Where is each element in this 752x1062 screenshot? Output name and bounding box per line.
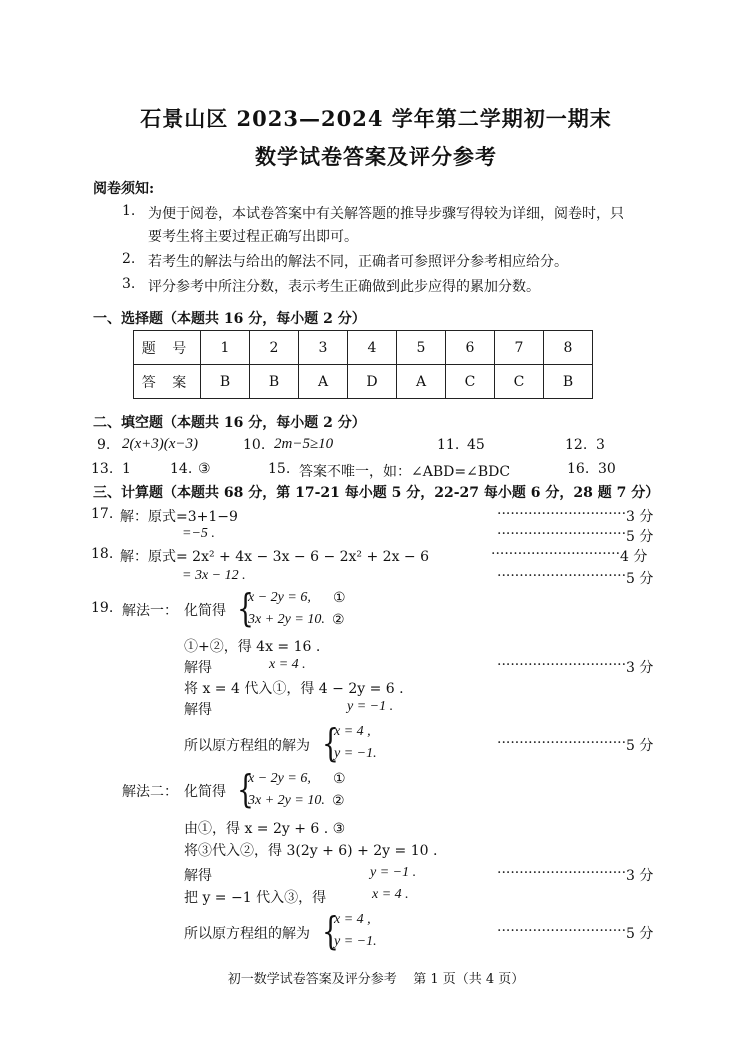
note-2-num: 2. bbox=[122, 251, 136, 267]
note-1-line2: 要考生将主要过程正确写出即可。 bbox=[148, 229, 358, 245]
table-cell: 3 bbox=[299, 331, 348, 365]
q19-method2-label: 解法二： bbox=[122, 784, 178, 800]
note-3-num: 3. bbox=[122, 276, 136, 292]
q13-answer: 1 bbox=[122, 461, 131, 477]
notes-heading: 阅卷须知: bbox=[93, 181, 155, 197]
q19-m2-step4b: x = 4 . bbox=[372, 887, 409, 902]
table-head-answer: 答 案 bbox=[134, 365, 201, 399]
q15-num: 15. bbox=[268, 461, 291, 477]
q19-m1-eq1-tag: ① bbox=[333, 590, 346, 606]
q9-num: 9. bbox=[97, 437, 111, 453]
table-cell: 2 bbox=[250, 331, 299, 365]
q18-dots-2: ····························· bbox=[497, 568, 627, 584]
q19-num: 19. bbox=[91, 600, 114, 616]
q19-m2-score2: 5 分 bbox=[626, 926, 654, 942]
q18-score1: 4 分 bbox=[620, 549, 648, 565]
q10-num: 10. bbox=[243, 437, 266, 453]
q19-m1-step4: y = −1 . bbox=[347, 699, 394, 714]
q19-m1-step1: ①+②，得 4x = 16 . bbox=[184, 639, 321, 655]
q17-line1: 解：原式=3+1−9 bbox=[120, 509, 238, 525]
table-cell: 1 bbox=[201, 331, 250, 365]
q17-dots-2: ····························· bbox=[497, 526, 627, 542]
q14-num: 14. bbox=[170, 461, 193, 477]
table-cell: C bbox=[446, 365, 495, 399]
q18-score2: 5 分 bbox=[626, 571, 654, 587]
q16-num: 16. bbox=[567, 461, 590, 477]
note-2-line1: 若考生的解法与给出的解法不同，正确者可参照评分参考相应给分。 bbox=[148, 254, 568, 270]
table-cell: D bbox=[348, 365, 397, 399]
table-cell: B bbox=[201, 365, 250, 399]
q19-m2-step2: 将③代入②，得 3(2y + 6) + 2y = 10 . bbox=[184, 843, 438, 859]
table-cell: 8 bbox=[544, 331, 593, 365]
q19-m1-eq2: 3x + 2y = 10. bbox=[248, 612, 325, 627]
q16-answer: 30 bbox=[598, 461, 616, 477]
answer-table-number-row bbox=[134, 331, 593, 365]
section3-heading: 三、计算题（本题共 68 分，第 17-21 每小题 5 分，22-27 每小题 6 分，28 题 7 分） bbox=[93, 485, 660, 501]
note-3-line1: 评分参考中所注分数，表示考生正确做到此步应得的累加分数。 bbox=[148, 279, 540, 295]
q11-num: 11. bbox=[437, 437, 460, 453]
q17-line2: =−5 . bbox=[182, 526, 215, 541]
table-cell: 4 bbox=[348, 331, 397, 365]
q19-m1-score1: 3 分 bbox=[626, 660, 654, 676]
table-cell: B bbox=[250, 365, 299, 399]
q19-m1-eq1: x − 2y = 6, bbox=[248, 590, 311, 605]
page-footer: 初一数学试卷答案及评分参考 第 1 页（共 4 页） bbox=[227, 972, 525, 987]
table-cell: A bbox=[397, 365, 446, 399]
q19-m2-solution-brace: { bbox=[322, 909, 339, 953]
q17-score2: 5 分 bbox=[626, 529, 654, 545]
q13-num: 13. bbox=[91, 461, 114, 477]
q19-m2-sol-x: x = 4 , bbox=[334, 912, 371, 927]
q19-m2-solution-label: 所以原方程组的解为 bbox=[184, 926, 310, 942]
q19-m2-eq1-tag: ① bbox=[333, 771, 346, 787]
q19-m2-eq2: 3x + 2y = 10. bbox=[248, 793, 325, 808]
exam-subtitle: 数学试卷答案及评分参考 bbox=[255, 144, 497, 169]
exam-title: 石景山区 2023—2024 学年第二学期初一期末 bbox=[140, 106, 612, 131]
q17-dots-1: ····························· bbox=[497, 506, 627, 522]
q19-m2-sol-y: y = −1. bbox=[334, 934, 377, 949]
q19-m1-solution-brace: { bbox=[322, 721, 339, 765]
q19-m1-simplify: 化简得 bbox=[184, 603, 226, 619]
q12-answer: 3 bbox=[596, 437, 605, 453]
q19-m1-step2: x = 4 . bbox=[269, 657, 306, 672]
q19-m1-dots-2: ····························· bbox=[497, 735, 627, 751]
q19-m1-step3: 将 x = 4 代入①，得 4 − 2y = 6 . bbox=[184, 681, 404, 697]
section2-heading: 二、填空题（本题共 16 分，每小题 2 分） bbox=[93, 415, 366, 431]
table-cell: 5 bbox=[397, 331, 446, 365]
q19-m2-score1: 3 分 bbox=[626, 868, 654, 884]
note-1-num: 1. bbox=[122, 203, 136, 219]
q17-num: 17. bbox=[91, 506, 114, 522]
q18-num: 18. bbox=[91, 546, 114, 562]
q19-m1-dots-1: ····························· bbox=[497, 657, 627, 673]
q11-answer: 45 bbox=[467, 437, 485, 453]
q19-m2-simplify: 化简得 bbox=[184, 784, 226, 800]
table-cell: C bbox=[495, 365, 544, 399]
q19-m2-step3: y = −1 . bbox=[370, 865, 417, 880]
q19-m1-step4-label: 解得 bbox=[184, 702, 212, 718]
q17-score1: 3 分 bbox=[626, 509, 654, 525]
q19-m2-step3-label: 解得 bbox=[184, 868, 212, 884]
q18-line2: = 3x − 12 . bbox=[182, 568, 246, 583]
table-cell: 6 bbox=[446, 331, 495, 365]
q19-m1-solution-label: 所以原方程组的解为 bbox=[184, 738, 310, 754]
q19-m2-left-brace: { bbox=[237, 767, 254, 811]
q19-m2-dots-1: ····························· bbox=[497, 865, 627, 881]
table-cell: 7 bbox=[495, 331, 544, 365]
q14-answer: ③ bbox=[198, 461, 211, 477]
q19-m1-sol-x: x = 4 , bbox=[334, 724, 371, 739]
note-1-line1: 为便于阅卷，本试卷答案中有关解答题的推导步骤写得较为详细，阅卷时，只 bbox=[148, 206, 624, 222]
q19-m2-eq2-tag: ② bbox=[332, 793, 345, 809]
q9-answer: 2(x+3)(x−3) bbox=[122, 436, 199, 452]
q12-num: 12. bbox=[565, 437, 588, 453]
q19-m2-step4: 把 y = −1 代入③，得 bbox=[184, 890, 327, 906]
q19-m2-eq1: x − 2y = 6, bbox=[248, 771, 311, 786]
table-cell: A bbox=[299, 365, 348, 399]
q10-answer: 2m−5≥10 bbox=[274, 436, 334, 452]
table-cell: B bbox=[544, 365, 593, 399]
section1-heading: 一、选择题（本题共 16 分，每小题 2 分） bbox=[93, 311, 366, 327]
q19-m2-dots-2: ····························· bbox=[497, 923, 627, 939]
q15-answer: 答案不唯一，如：∠ABD=∠BDC bbox=[299, 464, 511, 480]
q19-m1-left-brace: { bbox=[237, 586, 254, 630]
q19-m1-step2-label: 解得 bbox=[184, 660, 212, 676]
answer-table bbox=[133, 330, 593, 399]
q18-dots-1: ····························· bbox=[491, 546, 621, 562]
q19-method1-label: 解法一： bbox=[122, 603, 178, 619]
q18-line1: 解：原式= 2x² + 4x − 3x − 6 − 2x² + 2x − 6 bbox=[120, 549, 430, 565]
table-head-number: 题 号 bbox=[134, 331, 201, 365]
q19-m1-eq2-tag: ② bbox=[332, 612, 345, 628]
q19-m1-sol-y: y = −1. bbox=[334, 746, 377, 761]
q19-m2-step1: 由①，得 x = 2y + 6 . ③ bbox=[184, 821, 346, 837]
q19-m1-score2: 5 分 bbox=[626, 738, 654, 754]
answer-table-answer-row bbox=[134, 365, 593, 399]
